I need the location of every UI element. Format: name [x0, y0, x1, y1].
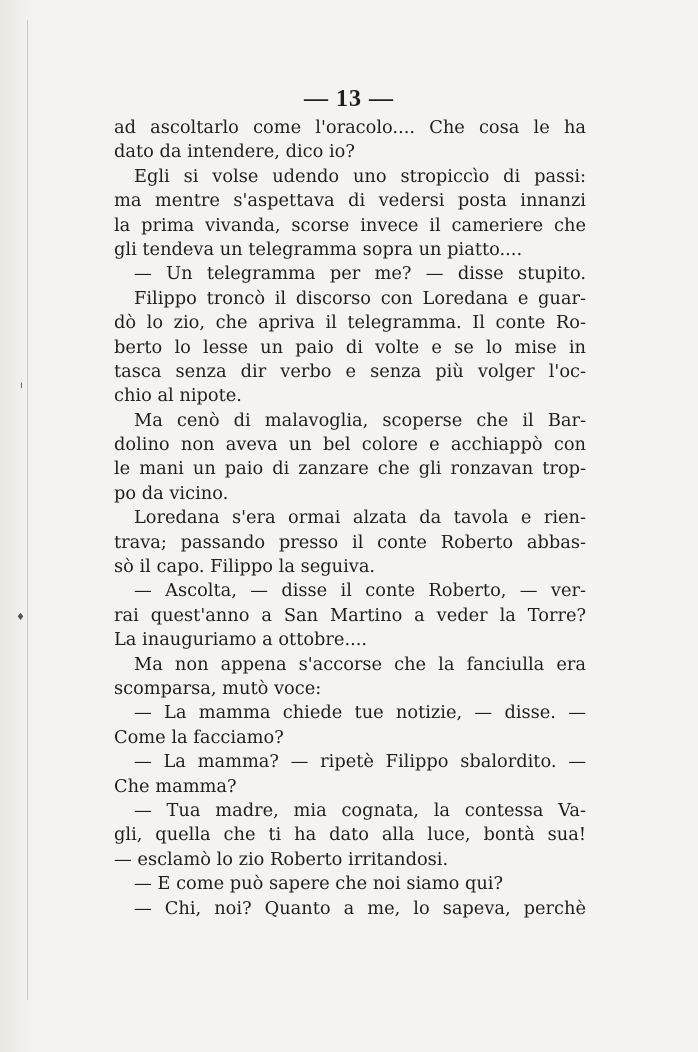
text-line: Ma non appena s'accorse che la fanciulla era [134, 653, 586, 675]
text-line: scomparsa, mutò voce: [114, 677, 322, 699]
text-line: po da vicino. [114, 482, 229, 504]
text-line: trava; passando presso il conte Roberto abbas- [114, 531, 586, 553]
text-line: dato da intendere, dico io? [114, 141, 355, 163]
text-line: — Tua madre, mia cognata, la contessa Va- [134, 799, 586, 821]
text-line: dolino non aveva un bel colore e acchiappò con [114, 434, 586, 456]
text-line: chio al nipote. [114, 385, 242, 407]
margin-tick-mark: ı [20, 380, 23, 391]
text-line: ma mentre s'aspettava di vedersi posta innanzi [114, 190, 586, 212]
page-number: — 13 — [304, 86, 394, 112]
text-line: gli tendeva un telegramma sopra un piatto.... [114, 238, 523, 260]
text-line: rai quest'anno a San Martino a veder la Torre? [114, 604, 586, 626]
page-edge-shadow [0, 0, 34, 1052]
text-line: — Chi, noi? Quanto a me, lo sapeva, perchè [134, 897, 586, 919]
text-line: berto lo lesse un paio di volte e se lo mise in [114, 336, 586, 358]
text-line: Loredana s'era ormai alzata da tavola e rien- [134, 507, 586, 529]
text-line: — esclamò lo zio Roberto irritandosi. [114, 848, 449, 870]
text-line: Egli si volse udendo uno stropiccìo di passi: [134, 165, 586, 187]
text-line: — La mamma chiede tue notizie, — disse. — [134, 702, 586, 724]
text-line: Ma cenò di malavoglia, scoperse che il Bar- [134, 409, 586, 431]
text-line: la prima vivanda, scorse invece il cameriere che [114, 214, 586, 236]
text-line: — La mamma? — ripetè Filippo sbalordito. — [134, 751, 586, 773]
text-line: sò il capo. Filippo la seguiva. [114, 556, 376, 578]
text-line: ad ascoltarlo come l'oracolo.... Che cosa le ha [114, 117, 586, 138]
text-line: Come la facciamo? [114, 726, 284, 748]
text-line: Filippo troncò il discorso con Loredana e guar- [134, 287, 586, 309]
text-line: le mani un paio di zanzare che gli ronzavan trop- [114, 458, 586, 480]
binding-edge-line [27, 20, 28, 1000]
text-line: — Ascolta, — disse il conte Roberto, — ver- [134, 580, 586, 602]
text-line: Che mamma? [114, 775, 237, 797]
text-line: dò lo zio, che apriva il telegramma. Il conte Ro- [114, 312, 586, 334]
text-line: gli, quella che ti ha dato alla luce, bontà sua! [114, 824, 586, 846]
body-text [114, 116, 586, 921]
margin-ink-dot: ♦ [16, 612, 25, 623]
text-line: — Un telegramma per me? — disse stupito. [134, 263, 586, 285]
text-line: tasca senza dir verbo e senza più volger l'oc- [114, 360, 586, 382]
text-line: — E come può sapere che noi siamo qui? [134, 873, 504, 895]
text-line: La inauguriamo a ottobre.... [114, 629, 368, 651]
